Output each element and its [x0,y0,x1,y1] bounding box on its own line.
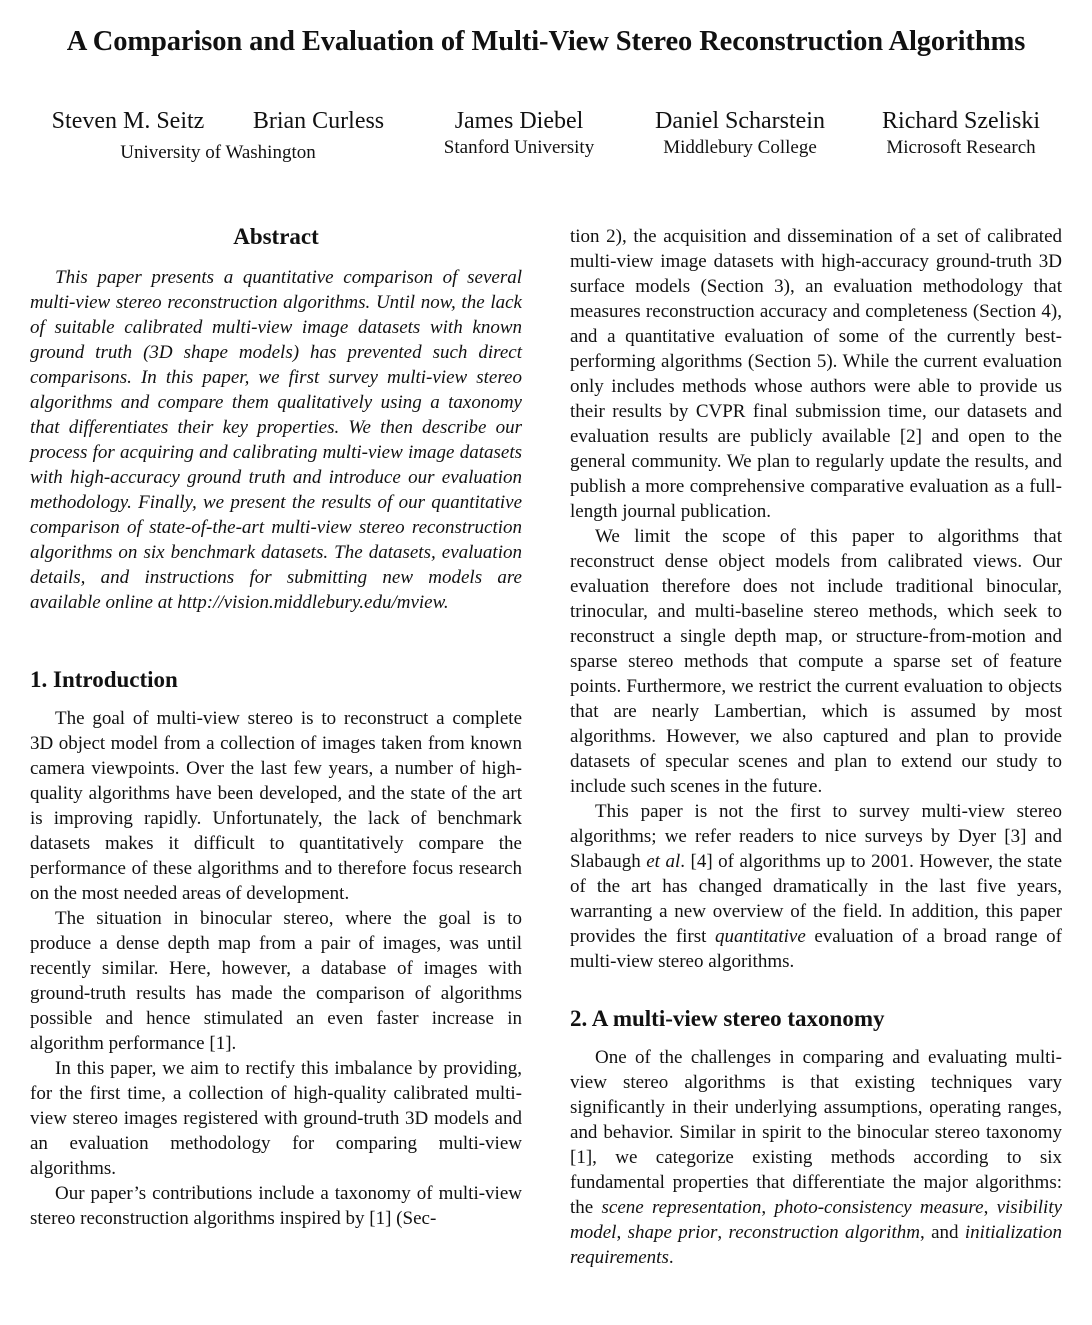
italic-term: photo-consistency measure [774,1197,984,1218]
author-name: James Diebel [454,108,584,134]
author-seitz [49,108,207,135]
author-name: Daniel Scharstein [655,108,825,134]
abstract-section [30,224,522,615]
separator: , [717,1222,729,1243]
left-column [30,224,522,1231]
italic-term: scene representation [601,1197,762,1218]
separator: , [616,1222,628,1243]
section-heading-taxonomy: 2. A multi-view stereo taxonomy [570,1006,885,1031]
abstract-text: This paper presents a quantitative comparison of several multi-view stereo reconstruction algorithms. Until now, the lack of suitable calibrated multi-view image datasets with known ground truth (3D shape models) has prevented such direct comparisons. In this paper, we first survey multi-view stereo algorithms and compare them qualitatively using a taxonomy that differentiates their key properties. We then describe our process for acquiring and calibrating multi-view image datasets with high-accuracy ground truth and introduce our evaluation methodology. Finally, we present the results of our quantitative comparison of state-of-the-art multi-view stereo reconstruction algorithms on six benchmark datasets. The datasets, evaluation details, and instructions for submitting new models are available online at http://vision.middlebury.edu/mview. [30,267,522,613]
section-heading-introduction: 1. Introduction [30,667,178,692]
author-scharstein [640,108,840,159]
author-name: Steven M. Seitz [51,108,205,134]
right-column [570,224,1062,1270]
separator: , [761,1197,775,1218]
separator: , [983,1197,997,1218]
italic-text: quantitative [715,926,806,947]
paragraph: tion 2), the acquisition and dissemination of a set of calibrated multi-view image datasets with high-accuracy ground-truth 3D surface models (Section 3), an evaluation methodology that measures reconstruction accuracy and completeness (Section 4), and a quantitative evaluation of some of the currently best-performing algorithms (Section 5). While the current evaluation only includes methods whose authors were able to provide us their results by CVPR final submission time, our datasets and evaluation results are publicly available [2] and open to the general community. We plan to regularly update the results, and publish a more comprehensive comparative evaluation as a full-length journal publication. [570,226,1062,522]
author-name: Richard Szeliski [882,108,1040,134]
italic-term: reconstruction algorithm [728,1222,920,1243]
author-affiliation: Microsoft Research [886,137,1036,158]
paragraph: Our paper’s contributions include a taxonomy of multi-view stereo reconstruction algorithms inspired by [1] (Sec- [30,1183,522,1229]
author-szeliski [868,108,1054,159]
shared-affiliation: University of Washington [120,142,316,163]
italic-term: shape prior [627,1222,718,1243]
italic-text: et al [646,851,681,872]
author-affiliation: Middlebury College [663,137,817,158]
author-diebel [428,108,610,159]
paragraph: The goal of multi-view stereo is to reconstruct a complete 3D object model from a collection of images taken from known camera viewpoints. Over the last few years, a number of high-quality algorithms have been developed, and the state of the art is improving rapidly. Unfortunately, the lack of benchmark datasets makes it difficult to quantitatively compare the performance of these algorithms and to therefore focus research on the most needed areas of development. [30,708,522,904]
paragraph: The situation in binocular stereo, where the goal is to produce a dense depth map from a pair of images, was until recently similar. Here, however, a database of images with ground-truth results has made the comparison of algorithms possible and hence stimulated an even faster increase in algorithm performance [1]. [30,908,522,1054]
paragraph [570,1045,1062,1270]
paragraph: We limit the scope of this paper to algorithms that reconstruct dense object models from calibrated views. Our evaluation therefore does not include traditional binocular, trinocular, and multi-baseline stereo methods, which seek to reconstruct a single depth map, or structure-from-motion and sparse stereo methods that compute a sparse set of feature points. Furthermore, we restrict the current evaluation to objects that are nearly Lambertian, which is assumed by most algorithms. However, we also captured and plan to provide datasets of specular scenes and plan to extend our study to include such scenes in the future. [570,526,1062,797]
author-block [0,108,1092,178]
paragraph [570,799,1062,974]
abstract-heading: Abstract [233,224,319,249]
paper-title: A Comparison and Evaluation of Multi-View Stereo Reconstruction Algorithms [66,26,1026,57]
italic-term: visibility model [570,1197,1063,1243]
author-curless [250,108,387,135]
author-name: Brian Curless [252,108,385,134]
text-run: evaluation of a broad range of multi-view stereo algorithms. [570,926,1062,972]
text-run: One of the challenges in comparing and evaluating multi-view stereo algorithms is that existing techniques vary significantly in their underlying assumptions, operating ranges, and behavior. Similar in spirit to the binocular stereo taxonomy [1], we categorize existing methods according to six fundamental properties that differentiate the major algorithms: the [570,1047,1062,1218]
paragraph: In this paper, we aim to rectify this imbalance by providing, for the first time, a collection of high-quality calibrated multi-view stereo images registered with ground-truth 3D models and an evaluation methodology for comparing multi-view algorithms. [30,1058,522,1179]
text-run: . [4] of algorithms up to 2001. However, the state of the art has changed dramatically in the last five years, warranting a new overview of the field. In addition, this paper provides the first [570,851,1062,947]
text-run: . [668,1247,674,1268]
italic-term: initialization requirements [570,1222,1063,1268]
separator: , and [919,1222,965,1243]
author-affiliation: Stanford University [443,137,595,158]
text-run: This paper is not the first to survey multi-view stereo algorithms; we refer readers to nice surveys by Dyer [3] and Slabaugh [570,801,1062,872]
